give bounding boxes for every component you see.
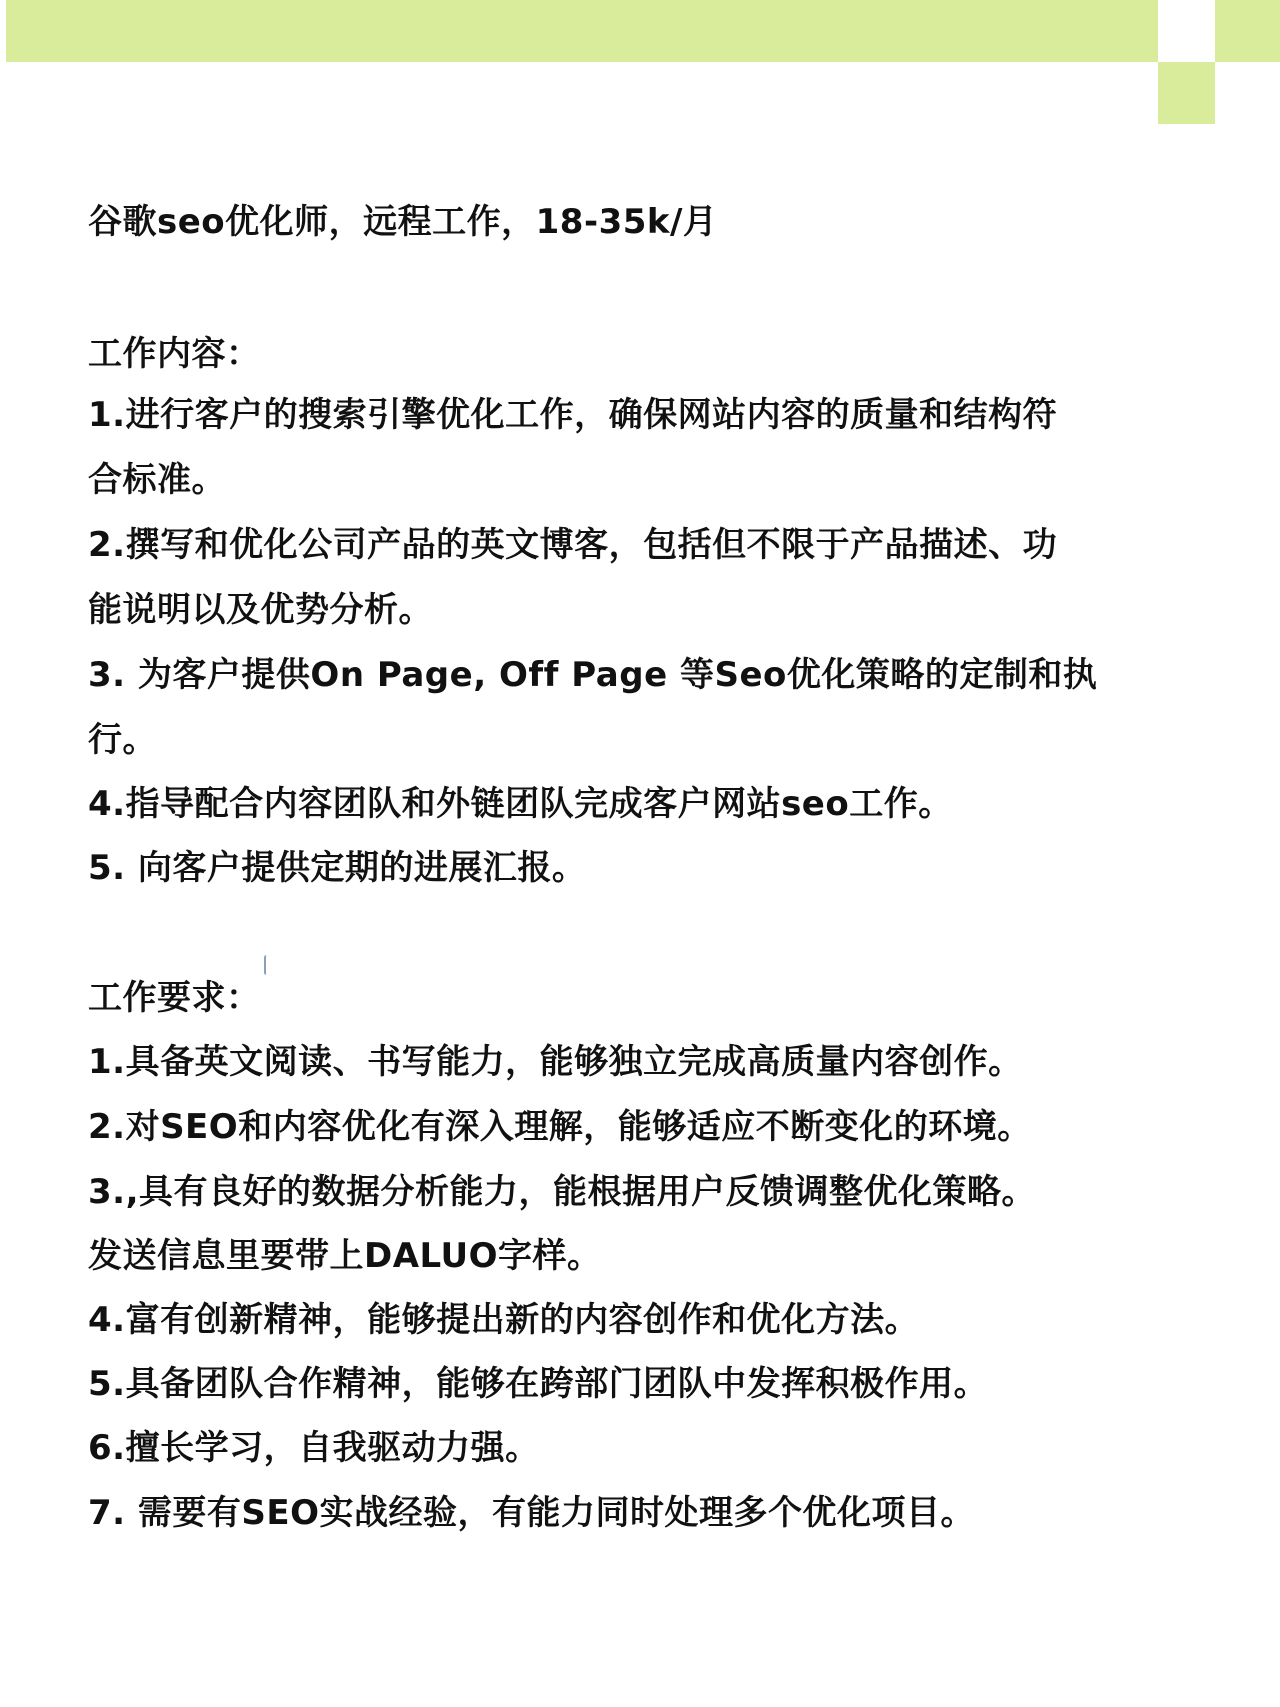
requirement-line: 4.富有创新精神，能够提出新的内容创作和优化方法。	[88, 1300, 920, 1340]
work-content-line: 4.指导配合内容团队和外链团队完成客户网站seo工作。	[88, 784, 953, 824]
work-content-line: 5. 向客户提供定期的进展汇报。	[88, 848, 587, 888]
requirement-line: 6.擅长学习，自我驱动力强。	[88, 1428, 540, 1468]
requirement-line: 1.具备英文阅读、书写能力，能够独立完成高质量内容创作。	[88, 1042, 1023, 1082]
work-content-line: 合标准。	[88, 460, 226, 500]
job-title: 谷歌seo优化师，远程工作，18-35k/月	[88, 202, 718, 242]
requirements-heading: 工作要求：	[88, 978, 261, 1018]
requirement-line: 发送信息里要带上DALUO字样。	[88, 1236, 602, 1276]
requirement-line: 7. 需要有SEO实战经验，有能力同时处理多个优化项目。	[88, 1493, 976, 1533]
work-content-line: 2.撰写和优化公司产品的英文博客，包括但不限于产品描述、功	[88, 525, 1058, 565]
scan-mark	[264, 955, 269, 975]
requirement-line: 5.具备团队合作精神，能够在跨部门团队中发挥积极作用。	[88, 1364, 989, 1404]
work-content-line: 能说明以及优势分析。	[88, 590, 433, 630]
work-content-heading: 工作内容：	[88, 334, 261, 374]
header-accent-bar	[6, 0, 1158, 62]
header-accent-square-top	[1215, 0, 1280, 62]
work-content-line: 3. 为客户提供On Page, Off Page 等Seo优化策略的定制和执	[88, 655, 1098, 695]
work-content-line: 1.进行客户的搜索引擎优化工作，确保网站内容的质量和结构符	[88, 395, 1058, 435]
requirement-line: 3.,具有良好的数据分析能力，能根据用户反馈调整优化策略。	[88, 1172, 1036, 1212]
requirement-line: 2.对SEO和内容优化有深入理解，能够适应不断变化的环境。	[88, 1107, 1032, 1147]
work-content-line: 行。	[88, 720, 157, 760]
header-accent-square-bottom	[1158, 62, 1215, 124]
